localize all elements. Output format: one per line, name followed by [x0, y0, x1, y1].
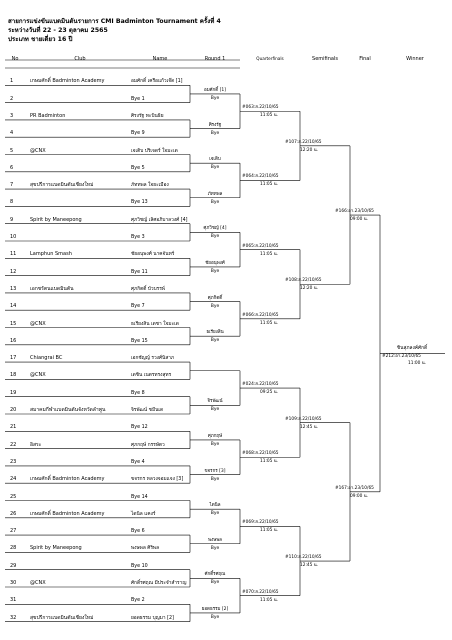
- entry-name: Bye 11: [131, 269, 148, 275]
- match-time: 09:25 น.: [260, 390, 279, 396]
- round1-winner-name: ภัททพล: [207, 191, 223, 197]
- round1-bye: Bye: [210, 268, 220, 274]
- match-time: 11:00 น.: [408, 361, 427, 367]
- match-time: 09:00 น.: [350, 493, 369, 499]
- entry-number: 12: [10, 268, 17, 275]
- entry-name: จิรพัฒน์ ชมีนเด: [131, 408, 164, 413]
- event-category: ประเภท ชายเดี่ยว 16 ปี: [8, 36, 73, 43]
- column-header-winner: Winner: [406, 56, 424, 62]
- entry-club: สุขปรีการแบดมินตันเชียงใหม่: [30, 614, 94, 621]
- entry-club: เกษมศักดิ์ Badminton Academy: [30, 476, 105, 483]
- match-time: 11:05 น.: [260, 528, 279, 534]
- match-time: 12:45 น.: [300, 424, 319, 430]
- entry-number: 9: [10, 216, 14, 223]
- match-time: 12:45 น.: [300, 563, 319, 569]
- entry-number: 32: [10, 614, 17, 621]
- winner-name: ชินสุภลงค์ศักดิ์: [396, 346, 428, 352]
- round1-winner-name: พงษพล: [208, 537, 222, 543]
- entry-club: เอกชรัตนแบดมินตัน: [30, 285, 74, 292]
- match-time: 11:05 น.: [260, 459, 279, 465]
- entry-name: ศิรงรัฐ ทะบินธิย: [131, 113, 164, 119]
- match-number: #107:ส.22/10/65: [285, 139, 322, 145]
- column-header-no: No: [11, 56, 19, 62]
- entry-number: 30: [10, 580, 17, 586]
- entry-name: Bye 2: [131, 598, 145, 604]
- match-number: #167:อา.23/10/65: [335, 485, 374, 491]
- column-header-final: Final: [359, 56, 371, 62]
- entry-name: ยอดธรรม บุญมา [2]: [131, 615, 174, 621]
- round1-bye: Bye: [210, 303, 220, 309]
- entry-club: สุขปรีการแบดมินตันเชียงใหม่: [30, 182, 94, 189]
- entry-name: ธเรียงสิน เดชา ใจมะเด: [131, 321, 179, 327]
- entry-name: Bye 3: [131, 235, 145, 240]
- entry-number: 15: [10, 320, 17, 327]
- match-time: 11:05 น.: [260, 320, 279, 326]
- entry-club: PR Badminton: [30, 112, 66, 119]
- entry-name: Bye 9: [131, 131, 145, 137]
- entry-club: Chiangrai BC: [30, 355, 63, 362]
- entry-number: 14: [10, 303, 17, 310]
- entry-number: 2: [10, 95, 14, 102]
- entry-name: Bye 7: [131, 304, 145, 310]
- match-time: 11:05 น.: [260, 182, 279, 188]
- entry-number: 23: [10, 458, 17, 465]
- column-header-club: Club: [74, 56, 86, 62]
- entry-club: อิสระ: [30, 441, 42, 448]
- entry-number: 17: [10, 355, 17, 362]
- match-number: #069:ส.22/10/65: [242, 520, 279, 526]
- entry-number: 28: [10, 545, 17, 552]
- entry-club: สมาคมกีฬาแบดมินตันจังหวัดลำพูน: [30, 407, 106, 413]
- entry-number: 13: [10, 285, 17, 292]
- tournament-title: สายการแข่งขันแบดมินตันรายการ CMI Badminton Tournament ครั้งที่ 4: [8, 18, 221, 25]
- round1-winner-name: อมศักดิ์ [1]: [204, 87, 226, 93]
- entry-name: ศุภวิชญ์ เลิศอภิบาลวงศ์ [4]: [131, 217, 188, 223]
- entry-number: 16: [10, 337, 17, 344]
- entry-number: 26: [10, 510, 17, 517]
- round1-winner-name: ศุภกฤษ์: [207, 433, 223, 439]
- entry-club: @CNX: [30, 320, 46, 327]
- round1-winner-name: จิรพัฒน์: [207, 399, 223, 405]
- match-number: #166:อา.23/10/65: [335, 209, 374, 215]
- entry-number: 10: [10, 234, 17, 240]
- entry-name: Bye 13: [131, 200, 148, 206]
- match-number: #065:ส.22/10/65: [242, 243, 279, 249]
- entry-number: 3: [10, 112, 14, 119]
- round1-winner-name: ไดนิล: [209, 503, 221, 509]
- match-time: 09:00 น.: [350, 217, 369, 223]
- entry-number: 18: [10, 372, 17, 379]
- entry-name: ขจรกร หลวงจอมแจง [3]: [131, 477, 184, 483]
- entry-name: ชัยอนุพงศ์ นาคจันทร์: [131, 252, 175, 258]
- round1-bye: Bye: [210, 95, 220, 101]
- round1-bye: Bye: [210, 580, 220, 586]
- entry-name: ศุภกฤษ์ กรรษัตว: [131, 442, 165, 448]
- entry-number: 19: [10, 389, 17, 396]
- column-header-semifinals: Semifinals: [312, 56, 338, 62]
- entry-number: 6: [10, 164, 14, 171]
- entry-name: Bye 14: [131, 494, 148, 500]
- entry-name: เดชิน เนตรทรงสุทร: [131, 373, 172, 379]
- entry-name: Bye 5: [131, 165, 145, 171]
- match-number: #212:อา.23/10/65: [382, 354, 421, 360]
- match-time: 11:05 น.: [260, 113, 279, 119]
- entry-number: 5: [10, 147, 14, 154]
- round1-bye: Bye: [210, 199, 220, 205]
- entry-name: ศุภกิตติ์ บัวบรรพ์: [131, 286, 165, 292]
- column-header-round1: Round 1: [204, 56, 226, 62]
- entry-number: 25: [10, 493, 17, 500]
- round1-bye: Bye: [210, 130, 220, 136]
- match-number: #070:ส.22/10/65: [242, 589, 279, 595]
- entry-club: @CNX: [30, 580, 46, 586]
- column-header-quarterfinals: Quarterfinals: [256, 56, 284, 61]
- entry-name: Bye 10: [131, 563, 148, 569]
- entry-club: Lamphun Smash: [30, 251, 72, 258]
- round1-winner-name: ศักดิ์รศฤณ: [204, 572, 226, 578]
- round1-winner-name: ขจรกร [3]: [204, 468, 226, 474]
- round1-bye: Bye: [210, 614, 220, 620]
- entry-name: พงษพล ศิริพล: [131, 546, 160, 552]
- round1-bye: Bye: [210, 545, 220, 551]
- match-time: 12:20 น.: [300, 147, 319, 153]
- match-time: 11:05 น.: [260, 597, 279, 603]
- entry-number: 20: [10, 407, 17, 413]
- round1-winner-name: ศุภกิตติ์: [207, 295, 223, 301]
- entry-number: 4: [10, 130, 14, 137]
- entry-number: 27: [10, 528, 17, 535]
- entry-number: 22: [10, 441, 17, 448]
- entry-club: @CNX: [30, 147, 46, 154]
- entry-number: 24: [10, 476, 17, 483]
- entry-name: เอกชัญญ์ รวงศ์นิสาภ: [131, 356, 175, 362]
- round1-winner-name: ชัยอนุพงศ์: [205, 260, 225, 266]
- match-number: #068:ส.22/10/65: [242, 451, 279, 457]
- column-header-name: Name: [152, 56, 168, 62]
- round1-bye: Bye: [210, 511, 220, 517]
- entry-name: Bye 12: [131, 425, 148, 431]
- entry-number: 21: [10, 424, 17, 431]
- entry-club: Spirit by Maneepong: [30, 216, 82, 223]
- entry-name: ภัททพล ใจยะเมือง: [131, 183, 169, 189]
- entry-name: ศักดิ์รศฤณ มีประจำสำราญ: [131, 581, 187, 586]
- match-number: #024:ส.22/10/65: [242, 382, 279, 388]
- entry-number: 29: [10, 562, 17, 569]
- entry-name: Bye 1: [131, 96, 145, 102]
- entry-number: 31: [10, 597, 17, 604]
- round1-bye: Bye: [210, 338, 220, 344]
- entry-name: Bye 6: [131, 529, 145, 535]
- entry-club: Spirit by Maneepong: [30, 545, 82, 552]
- round1-bye: Bye: [210, 234, 220, 240]
- entry-number: 1: [10, 78, 14, 85]
- match-time: 12:20 น.: [300, 286, 319, 292]
- entry-name: ไดนิล แคงร์: [131, 511, 156, 517]
- match-number: #066:ส.22/10/65: [242, 312, 279, 318]
- entry-name: Bye 4: [131, 459, 145, 465]
- match-time: 11:05 น.: [260, 251, 279, 257]
- round1-winner-name: ศุภวิชญ์ [4]: [203, 226, 227, 232]
- match-number: #063:ส.22/10/65: [242, 105, 279, 111]
- entry-club: @CNX: [30, 372, 46, 379]
- match-number: #109:ส.22/10/65: [285, 416, 322, 422]
- round1-bye: Bye: [210, 407, 220, 413]
- entry-number: 7: [10, 182, 14, 189]
- entry-name: อมศักดิ์ เครือแก้วเจ๊ด [1]: [131, 79, 183, 85]
- entry-name: Bye 8: [131, 390, 145, 396]
- entry-name: Bye 15: [131, 338, 148, 344]
- tournament-dates: ระหว่างวันที่ 22 - 23 ตุลาคม 2565: [8, 27, 108, 34]
- entry-name: เจเติบ ปริเจดร์ ใจมะเด: [131, 148, 178, 154]
- entry-number: 11: [10, 251, 17, 258]
- round1-winner-name: ยอดธรรม [2]: [201, 606, 229, 612]
- round1-bye: Bye: [210, 441, 220, 447]
- round1-bye: Bye: [210, 476, 220, 482]
- match-number: #064:ส.22/10/65: [242, 174, 279, 180]
- round1-winner-name: ธเรียงสิน: [206, 330, 224, 336]
- entry-club: เกษมศักดิ์ Badminton Academy: [30, 78, 105, 85]
- entry-club: เกษมศักดิ์ Badminton Academy: [30, 510, 105, 517]
- entry-number: 8: [10, 199, 14, 206]
- match-number: #110:ส.22/10/65: [285, 555, 322, 561]
- round1-winner-name: ศิรงรัฐ: [208, 122, 222, 128]
- match-number: #108:ส.22/10/65: [285, 278, 322, 284]
- round1-winner-name: เจเติบ: [209, 157, 221, 163]
- round1-bye: Bye: [210, 165, 220, 171]
